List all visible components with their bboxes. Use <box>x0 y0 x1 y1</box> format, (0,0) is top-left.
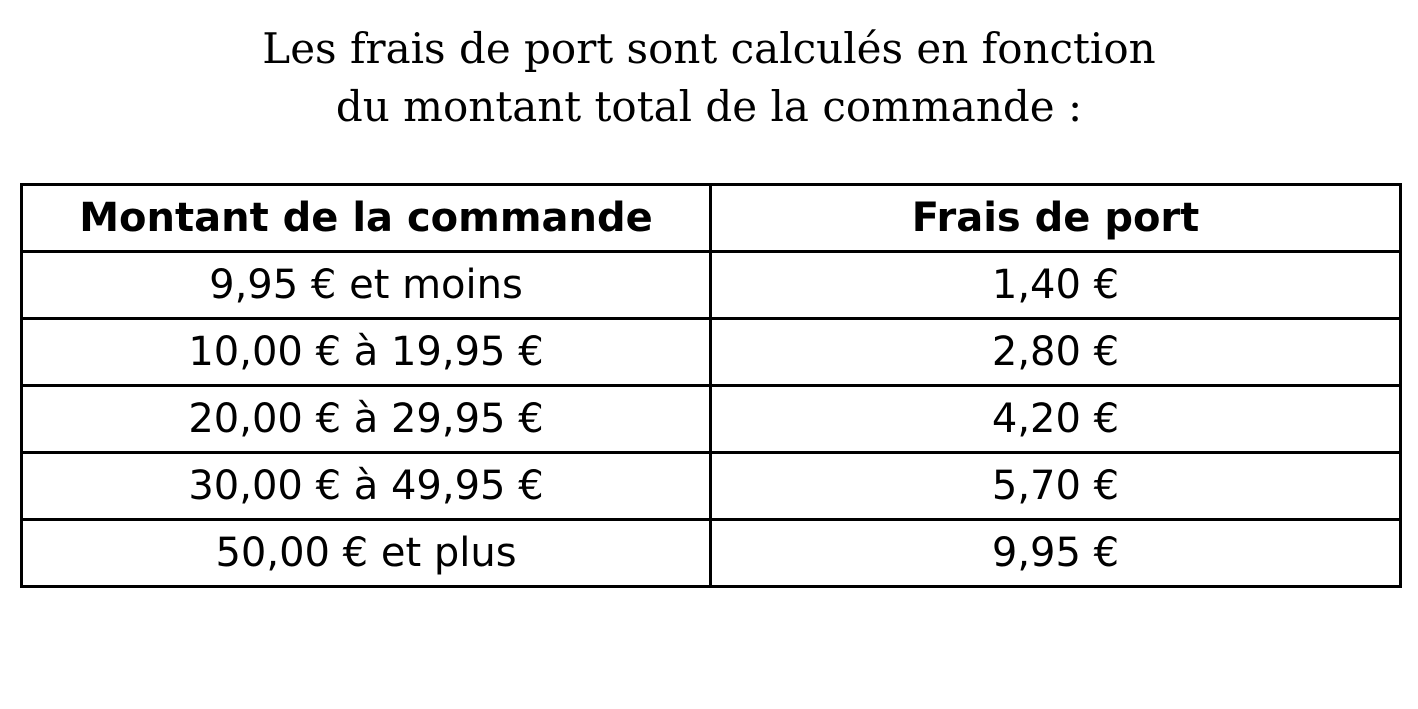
table-row <box>22 252 1401 319</box>
header-shipping-fees: Frais de port <box>711 185 1401 252</box>
table-header-row <box>22 185 1401 252</box>
order-amount-cell: 10,00 € à 19,95 € <box>22 319 711 386</box>
shipping-fee-cell: 1,40 € <box>711 252 1401 319</box>
table-row <box>22 520 1401 587</box>
header-order-amount: Montant de la commande <box>22 185 711 252</box>
order-amount-cell: 30,00 € à 49,95 € <box>22 453 711 520</box>
shipping-fee-cell: 9,95 € <box>711 520 1401 587</box>
order-amount-cell: 50,00 € et plus <box>22 520 711 587</box>
table-row <box>22 386 1401 453</box>
shipping-fee-cell: 4,20 € <box>711 386 1401 453</box>
table-row <box>22 319 1401 386</box>
intro-line-1: Les frais de port sont calculés en fonction <box>262 24 1156 73</box>
order-amount-cell: 9,95 € et moins <box>22 252 711 319</box>
order-amount-cell: 20,00 € à 29,95 € <box>22 386 711 453</box>
table-row <box>22 453 1401 520</box>
shipping-fees-table <box>20 183 1402 588</box>
intro-line-2: du montant total de la commande : <box>335 82 1083 131</box>
intro-text <box>0 20 1418 136</box>
shipping-fee-cell: 2,80 € <box>711 319 1401 386</box>
shipping-fee-cell: 5,70 € <box>711 453 1401 520</box>
